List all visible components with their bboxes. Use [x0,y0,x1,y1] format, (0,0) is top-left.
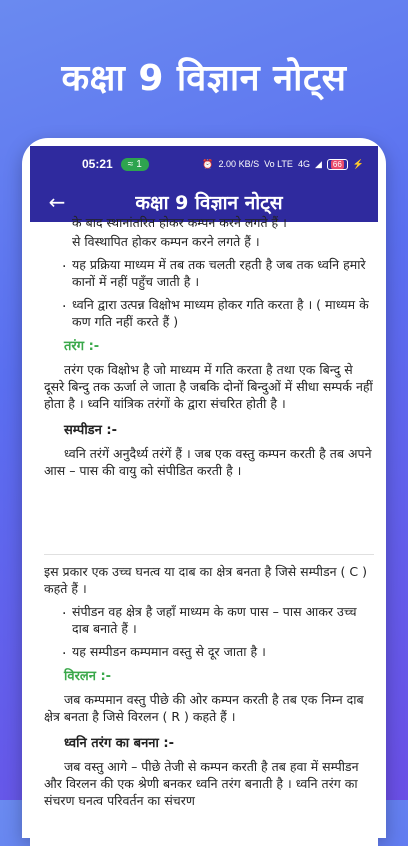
signal-icon: ◢ [314,158,322,169]
section-heading: विरलन :- [64,669,112,684]
signal-label: 4G [297,159,310,169]
paragraph: तरंग एक विक्षोभ है जो माध्यम में गति करता है तथा एक बिन्दु से दूसरे बिन्दु तक ऊर्जा ले जाता है जबकि दोनों बिन्दुओं में सीधा सम्पर्क नहीं होता है । ध्वनि यांत्रिक तरंगों के द्वारा संचरित होती है । [44,362,373,411]
notes-page-2 [44,554,374,813]
battery-level: 66 [332,159,342,169]
charging-icon: ⚡ [352,158,364,169]
notes-page-1 [44,208,374,483]
alarm-icon: ⏰ [202,158,214,169]
list-item: . यह सम्पीडन कम्पमान वस्तु से दूर जाता है । [62,642,266,659]
phone-frame [22,138,386,838]
paragraph: जब वस्तु आगे – पीछे तेजी से कम्पन करती है तब हवा में सम्पीडन और विरलन की एक श्रेणी बनकर ध्वनि तरंग बनाती है । ध्वनि तरंग का संचरण घनत्व परिवर्तन का संचरण [44,759,359,808]
back-arrow-icon[interactable]: ← [48,190,66,214]
section-heading: सम्पीडन :- [64,423,117,438]
list-item: के बाद स्थानांतरित होकर कम्पन करने लगते हैं । [72,215,287,230]
section-heading: तरंग :- [64,339,100,354]
volte-label: Vo LTE [264,159,293,169]
list-item: से विस्थापित होकर कम्पन करने लगते हैं । [72,234,260,249]
battery-icon [327,159,348,170]
list-item: . यह प्रक्रिया माध्यम में तब तक चलती रहती है जब तक ध्वनि हमारे कानों में नहीं पहुँच जाती है । [62,255,366,289]
section-heading: ध्वनि तरंग का बनना :- [64,736,175,751]
status-time: 05:21 [82,157,113,171]
list-item: . संपीडन वह क्षेत्र है जहाँ माध्यम के कण पास – पास आकर उच्च दाब बनाते हैं । [62,602,357,636]
status-icons [202,159,364,170]
paragraph: जब कम्पमान वस्तु पीछे की ओर कम्पन करती है तब एक निम्न दाब क्षेत्र बनता है जिसे विरलन ( R ) कहते हैं । [44,692,364,724]
app-bar-title: कक्षा 9 विज्ञान नोट्स [135,192,283,214]
hotspot-badge: ≈ 1 [121,158,149,171]
wifi-icon: ≈ [127,158,134,170]
list-item: . ध्वनि द्वारा उत्पन्न विक्षोभ माध्यम होकर गति करता है । ( माध्यम के कण गति नहीं करते हैं ) [62,295,369,329]
status-bar [30,146,378,182]
network-speed: 2.00 KB/S [218,159,260,169]
paragraph: ध्वनि तरंगें अनुदैर्ध्य तरंगें हैं । जब एक वस्तु कम्पन करती है तब अपने आस – पास की वायु को संपीडित करती है । [44,446,372,478]
phone-screen [30,146,378,846]
promo-title: कक्षा 9 विज्ञान नोट्स [61,58,347,99]
paragraph: इस प्रकार एक उच्च घनत्व या दाब का क्षेत्र बनता है जिसे सम्पीडन ( C ) कहते हैं । [44,564,367,596]
notes-content[interactable] [30,215,378,846]
